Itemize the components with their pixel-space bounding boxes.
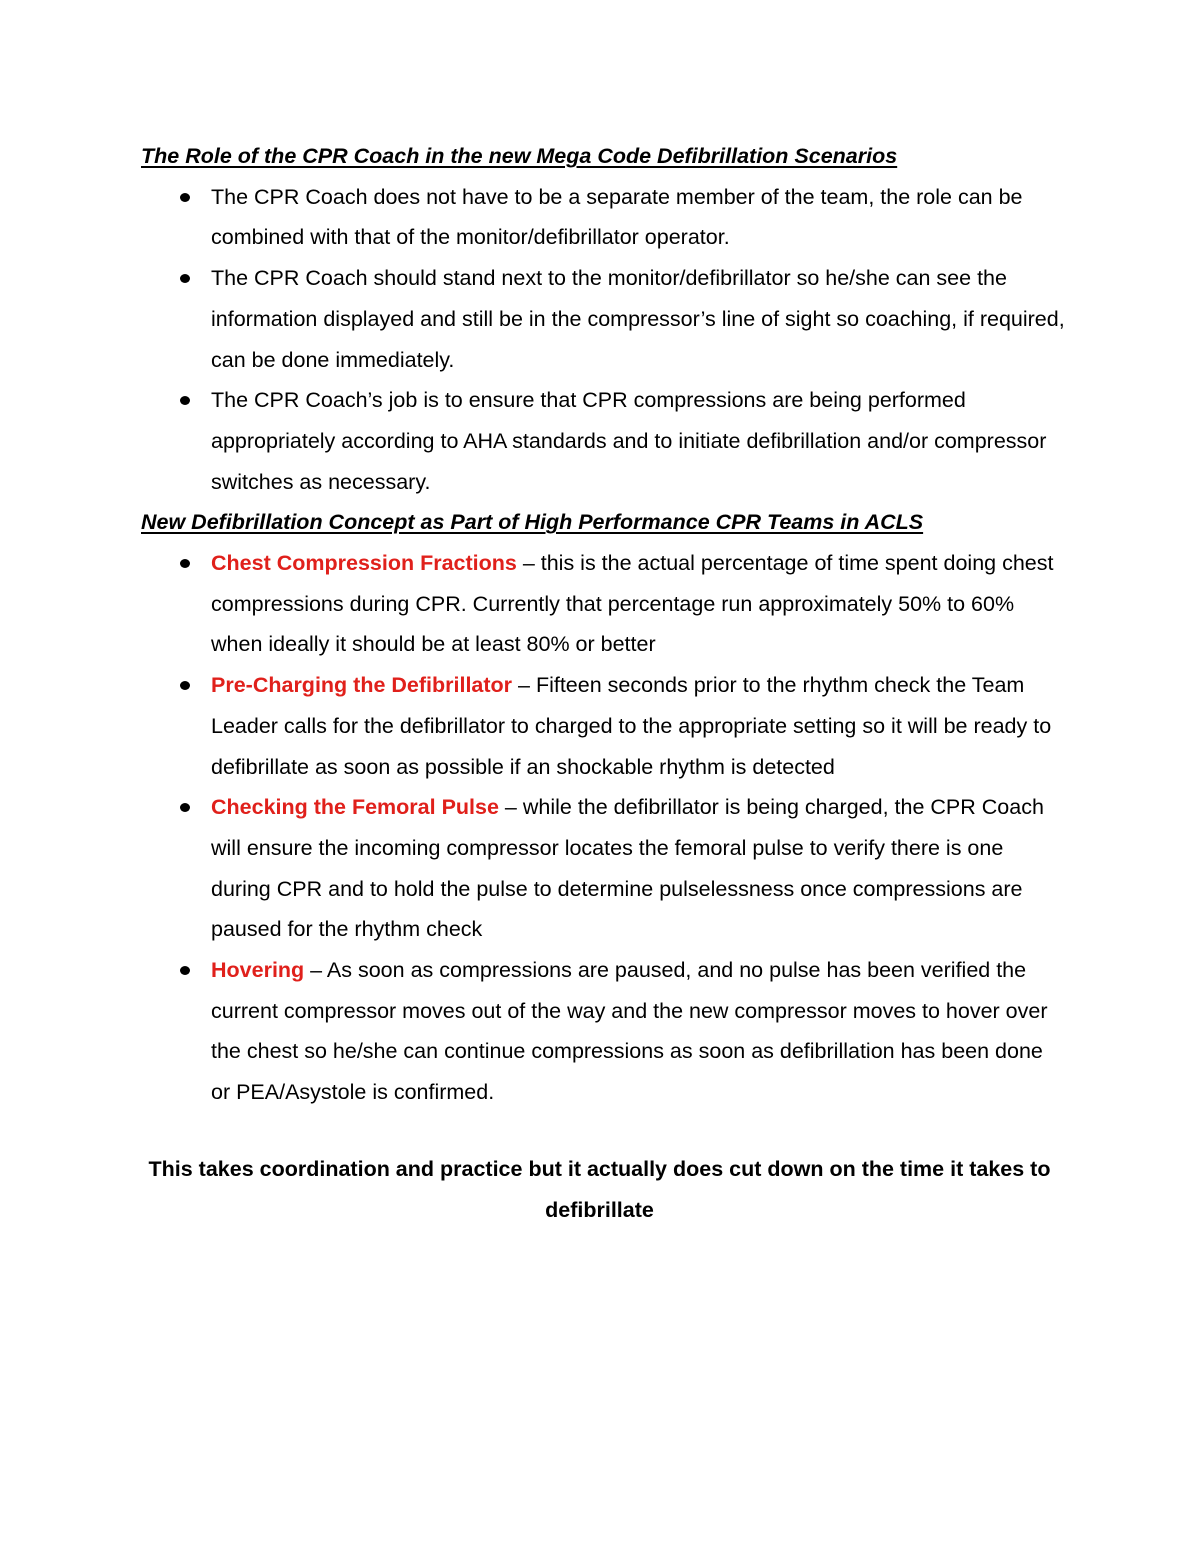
bullet-icon: [180, 681, 190, 690]
cpr-coach-role-list: [141, 177, 1066, 503]
term-description: – while the defibrillator is being charged, the CPR Coach will ensure the incoming compressor locates the femoral pulse to verify there is one during CPR and to hold the pulse to determine pulselessness once compressions are paused for the rhythm check: [211, 795, 1044, 942]
bullet-icon: [180, 193, 190, 202]
bullet-icon: [180, 803, 190, 812]
term-description: – Fifteen seconds prior to the rhythm check the Team Leader calls for the defibrillator to charged to the appropriate setting so it will be ready to defibrillate as soon as possible if an shockable rhythm is detected: [211, 673, 1052, 779]
list-item: [141, 543, 1066, 665]
term-description: – this is the actual percentage of time spent doing chest compressions during CPR. Currently that percentage run approximately 50% to 60% when ideally it should be at least 80% or better: [211, 551, 1054, 657]
list-item-text: The CPR Coach does not have to be a separate member of the team, the role can be combined with that of the monitor/defibrillator operator.: [211, 184, 1023, 250]
list-item: [141, 177, 1066, 258]
list-item-text: The CPR Coach’s job is to ensure that CPR compressions are being performed appropriately according to AHA standards and to initiate defibrillation and/or compressor switches as necessary.: [211, 388, 1047, 494]
defibrillation-concept-list: [141, 543, 1066, 1113]
term-label: Hovering: [211, 958, 305, 983]
list-item: [141, 665, 1066, 787]
closing-statement: This takes coordination and practice but it actually does cut down on the time it takes to defibrillate: [148, 1157, 1051, 1222]
list-item: [141, 950, 1066, 1113]
bullet-icon: [180, 966, 190, 975]
term-label: Checking the Femoral Pulse: [211, 795, 499, 820]
bullet-icon: [180, 274, 190, 283]
document-body: [141, 136, 1066, 1113]
list-item: [141, 258, 1066, 380]
list-item-text: The CPR Coach should stand next to the monitor/defibrillator so he/she can see the information displayed and still be in the compressor’s line of sight so coaching, if required, can be done immediately.: [211, 266, 1065, 372]
bullet-icon: [180, 559, 190, 568]
bullet-icon: [180, 396, 190, 405]
term-description: – As soon as compressions are paused, and no pulse has been verified the current compressor moves out of the way and the new compressor moves to hover over the chest so he/she can continue compressions as soon as defibrillation has been done or PEA/Asystole is confirmed.: [211, 958, 1048, 1105]
section-heading-defibrillation-concept: New Defibrillation Concept as Part of High Performance CPR Teams in ACLS: [141, 510, 924, 535]
list-item: [141, 380, 1066, 502]
term-label: Chest Compression Fractions: [211, 551, 517, 576]
section-heading-cpr-coach-role: The Role of the CPR Coach in the new Mega Code Defibrillation Scenarios: [141, 144, 898, 168]
term-label: Pre-Charging the Defibrillator: [211, 673, 513, 698]
list-item: [141, 787, 1066, 950]
